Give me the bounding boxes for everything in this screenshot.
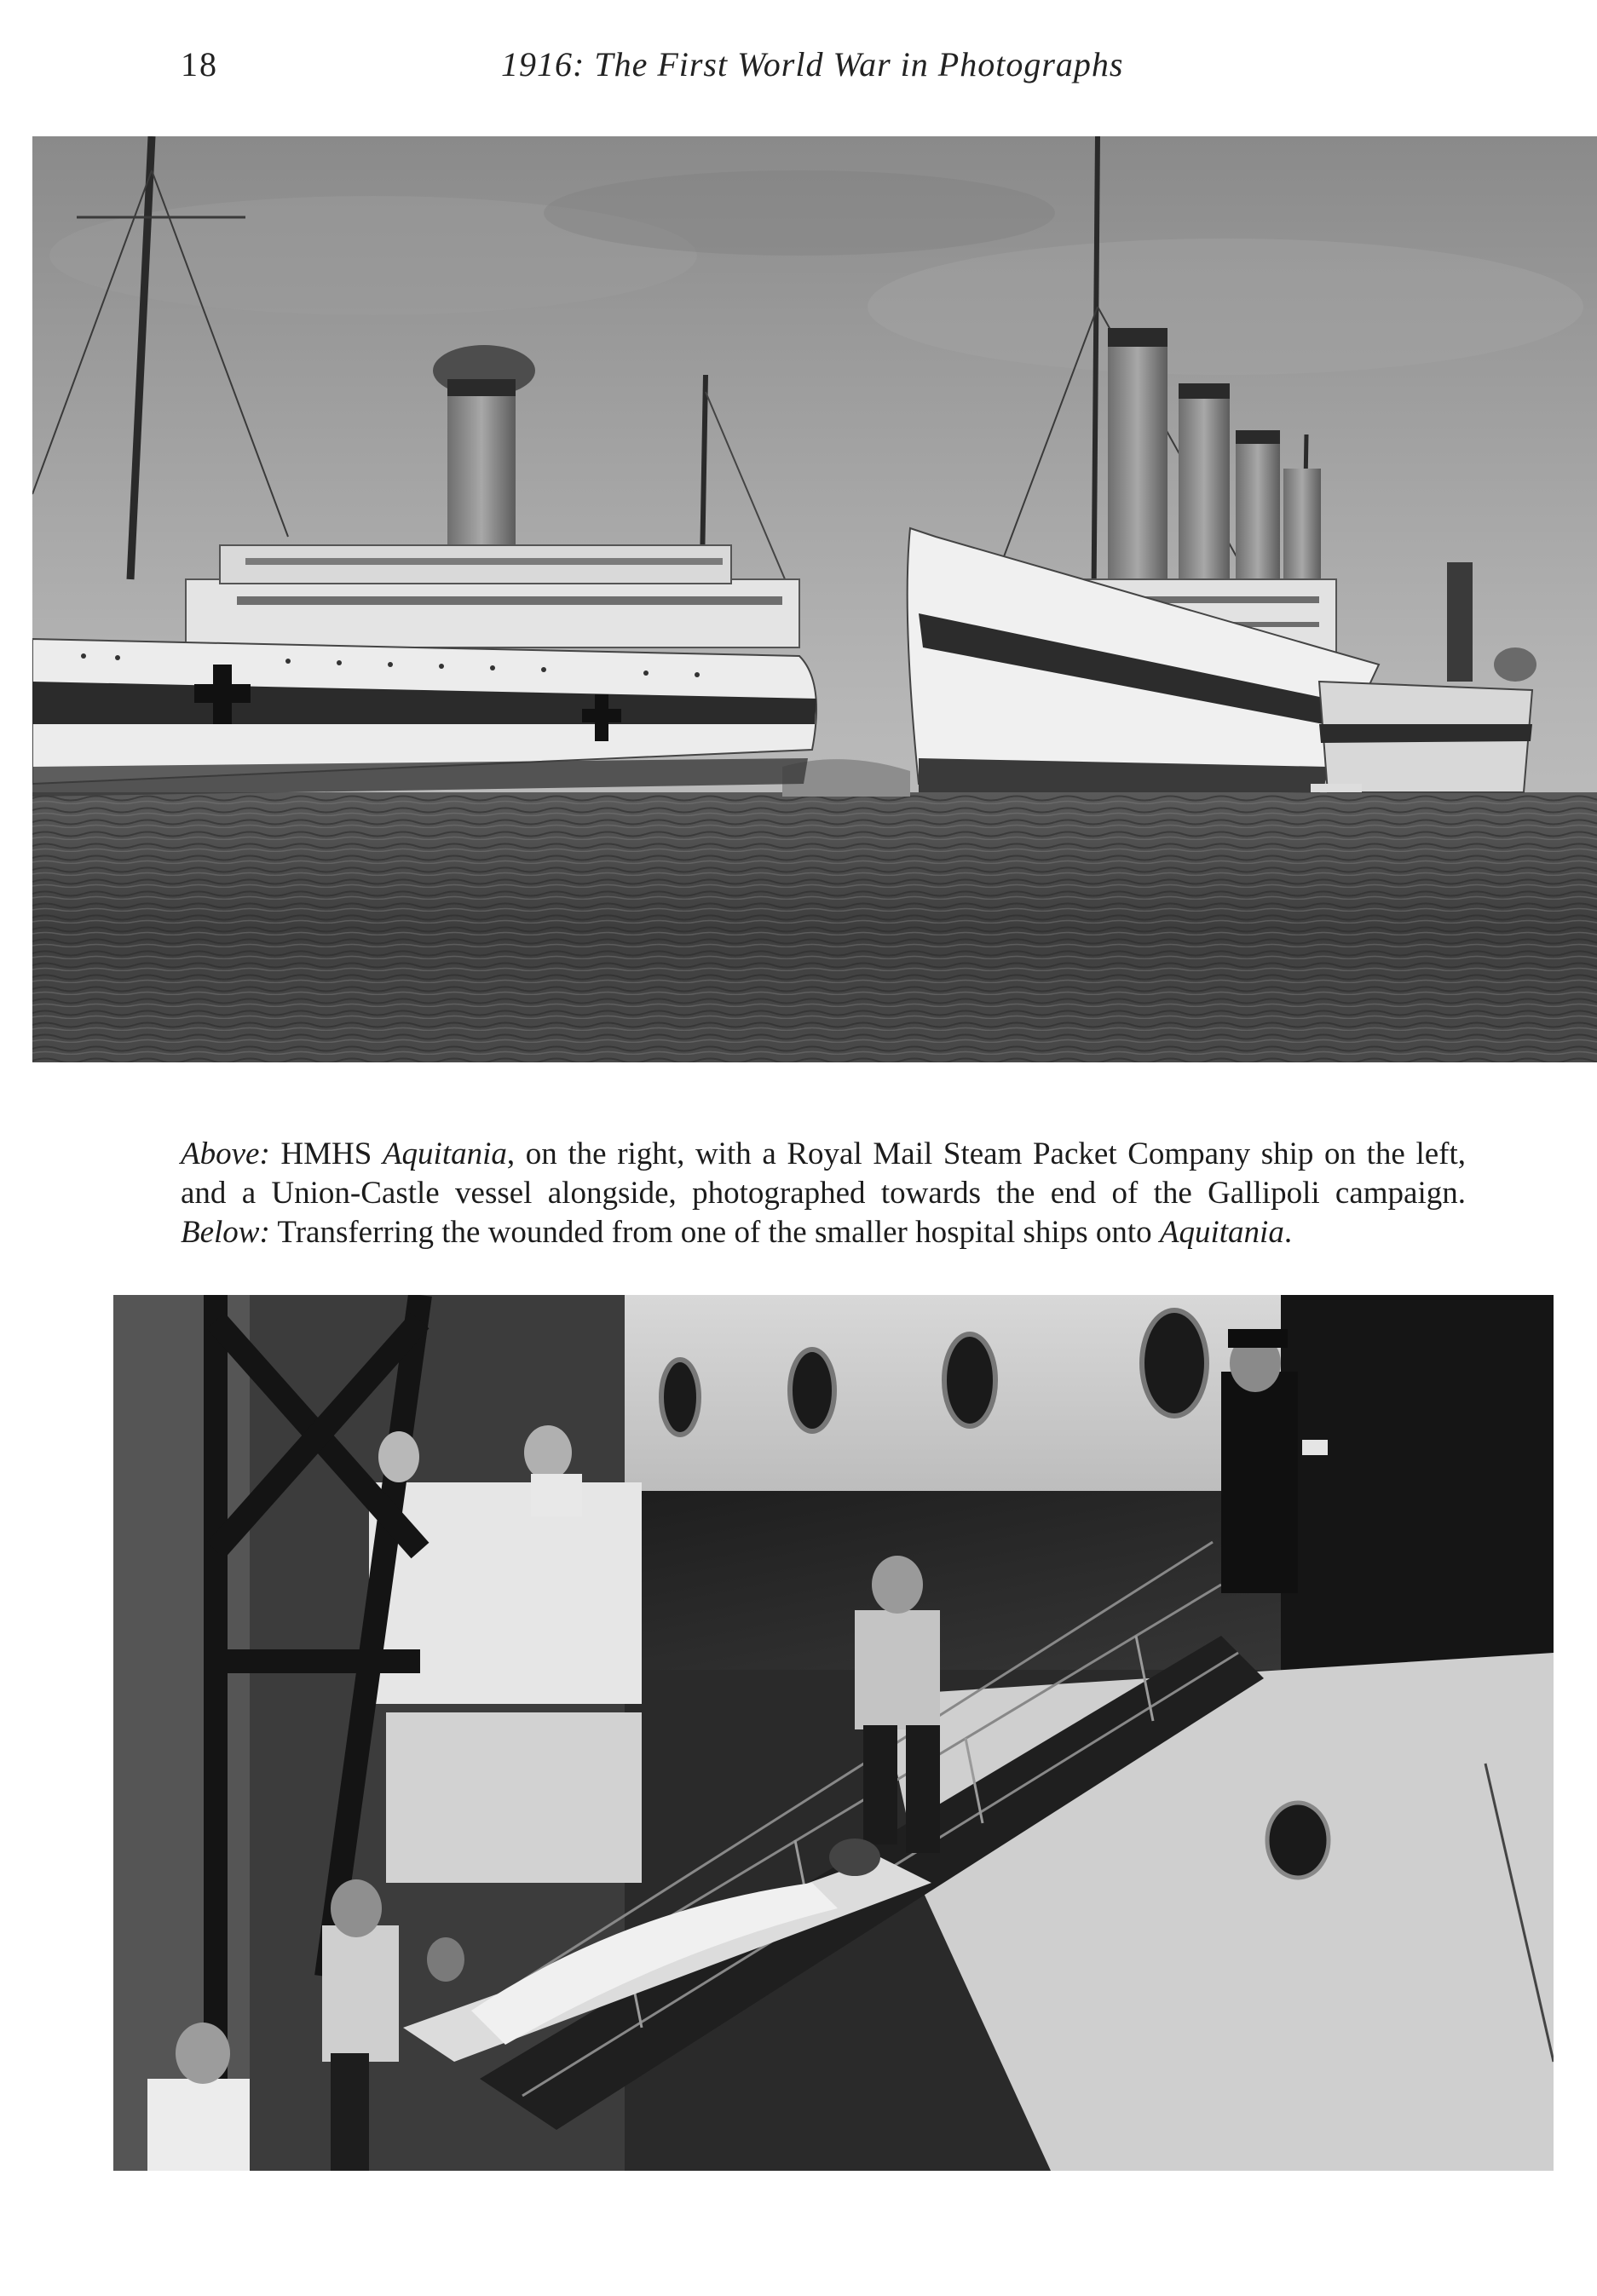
page-header — [0, 44, 1597, 95]
photo-caption — [181, 1135, 1466, 1252]
hospital-ships-photo — [32, 136, 1597, 1062]
running-head: 1916: The First World War in Photographs — [501, 45, 1124, 83]
page-number: 18 — [181, 45, 218, 83]
caption-label-below: Below: — [181, 1215, 270, 1250]
caption-label-above: Above: — [181, 1136, 270, 1171]
caption-text-2: , on the right, with a Royal Mail Steam Packet Company ship on the left, and a Union-Castle vessel alongside, photographed towards the end of the Gallipoli campaign. — [181, 1136, 1466, 1211]
caption-ship-name-1: Aquitania — [382, 1136, 507, 1171]
caption-text-3: Transferring the wounded from one of the smaller hospital ships onto — [269, 1215, 1160, 1250]
caption-text-4: . — [1283, 1215, 1293, 1250]
stretcher-transfer-photo — [113, 1295, 1554, 2171]
caption-text-1: HMHS — [269, 1136, 383, 1171]
caption-ship-name-2: Aquitania — [1159, 1215, 1284, 1250]
